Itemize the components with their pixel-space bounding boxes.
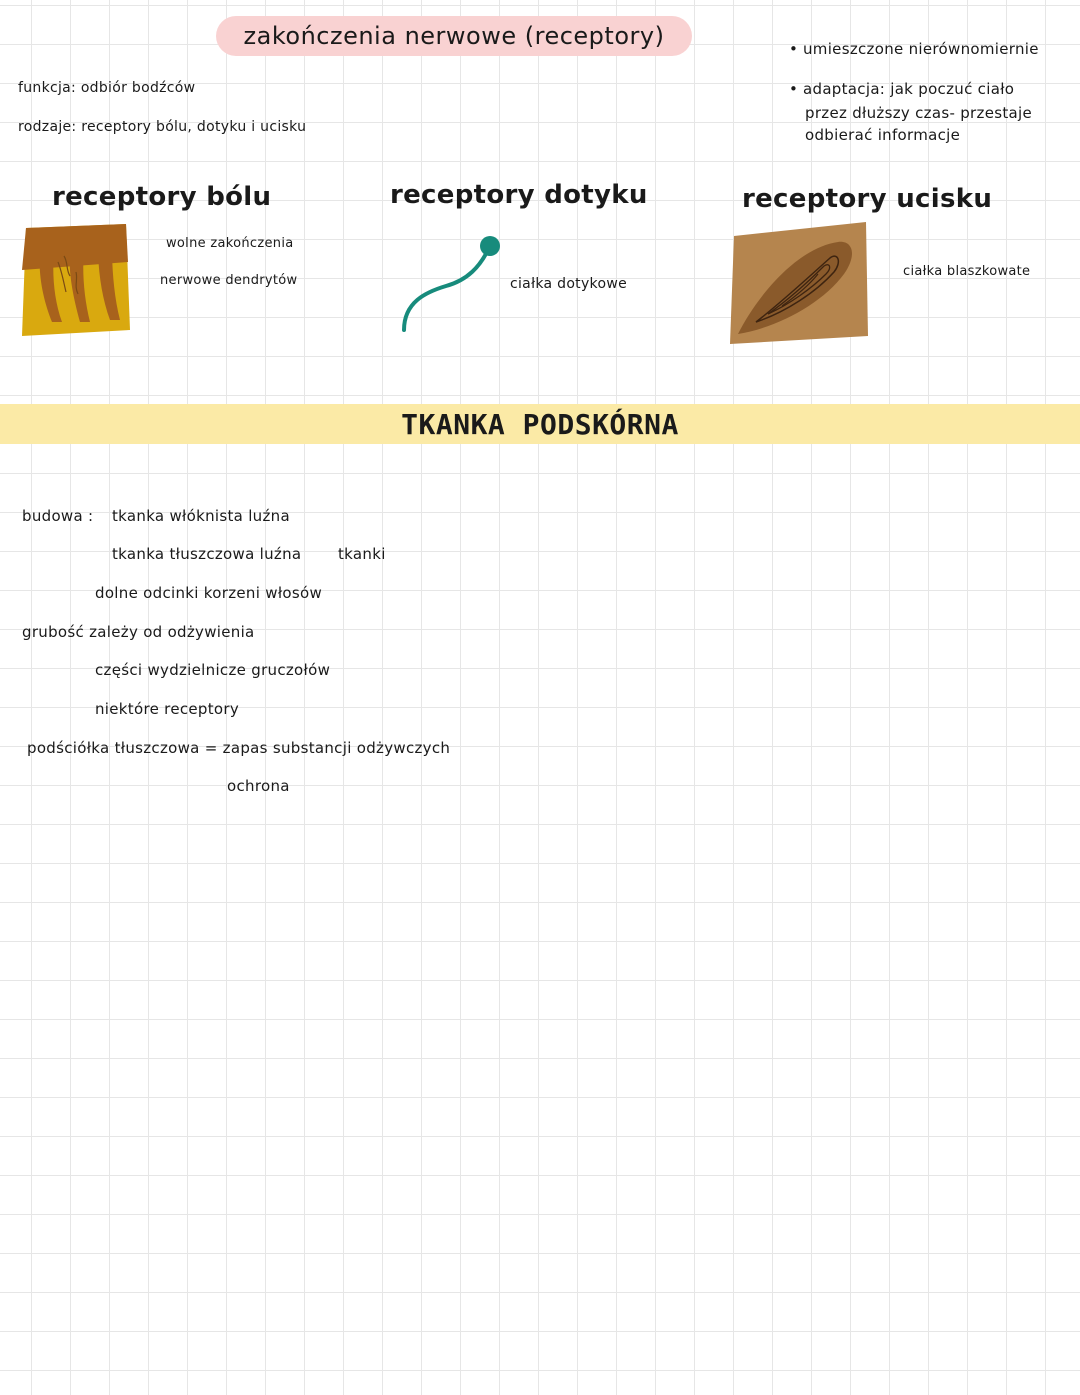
budowa-item-2b: tkanki	[338, 545, 386, 563]
touch-label: ciałka dotykowe	[510, 276, 627, 292]
pressure-receptor-illustration	[726, 218, 872, 348]
heading-touch-receptors: receptory dotyku	[390, 180, 648, 210]
note-bullet-2-line3: odbierać informacje	[805, 126, 961, 144]
rodzaje-line: rodzaje: receptory bólu, dotyku i ucisku	[18, 119, 307, 135]
pain-label-1: wolne zakończenia	[166, 236, 294, 251]
heading-pressure-receptors: receptory ucisku	[742, 184, 993, 214]
pain-receptor-illustration	[18, 222, 134, 340]
budowa-item-2: tkanka tłuszczowa luźna	[112, 545, 302, 563]
pressure-label: ciałka blaszkowate	[903, 264, 1031, 279]
czesci-line: części wydzielnicze gruczołów	[95, 661, 331, 679]
note-bullet-1: • umieszczone nierównomiernie	[803, 40, 1039, 58]
budowa-item-3: dolne odcinki korzeni włosów	[95, 584, 323, 602]
touch-receptor-illustration	[396, 232, 506, 336]
budowa-item-1: tkanka włóknista luźna	[112, 507, 290, 525]
page-title-text: zakończenia nerwowe (receptory)	[243, 22, 665, 50]
note-bullet-2-line2: przez dłuższy czas- przestaje	[805, 104, 1033, 122]
note-bullet-2: • adaptacja: jak poczuć ciało	[803, 80, 1014, 98]
section-title-text: TKANKA PODSKÓRNA	[401, 407, 679, 441]
page-title	[216, 16, 692, 56]
podsciolka-line: podściółka tłuszczowa = zapas substancji odżywczych	[27, 739, 451, 757]
grubosc-line: grubość zależy od odżywienia	[22, 623, 255, 641]
niektore-line: niektóre receptory	[95, 700, 240, 718]
heading-pain-receptors: receptory bólu	[52, 182, 272, 212]
budowa-label: budowa :	[22, 507, 94, 525]
funkcja-line: funkcja: odbiór bodźców	[18, 80, 196, 96]
section-title	[0, 404, 1080, 444]
pain-label-2: nerwowe dendrytów	[160, 273, 298, 288]
ochrona-line: ochrona	[227, 777, 290, 795]
